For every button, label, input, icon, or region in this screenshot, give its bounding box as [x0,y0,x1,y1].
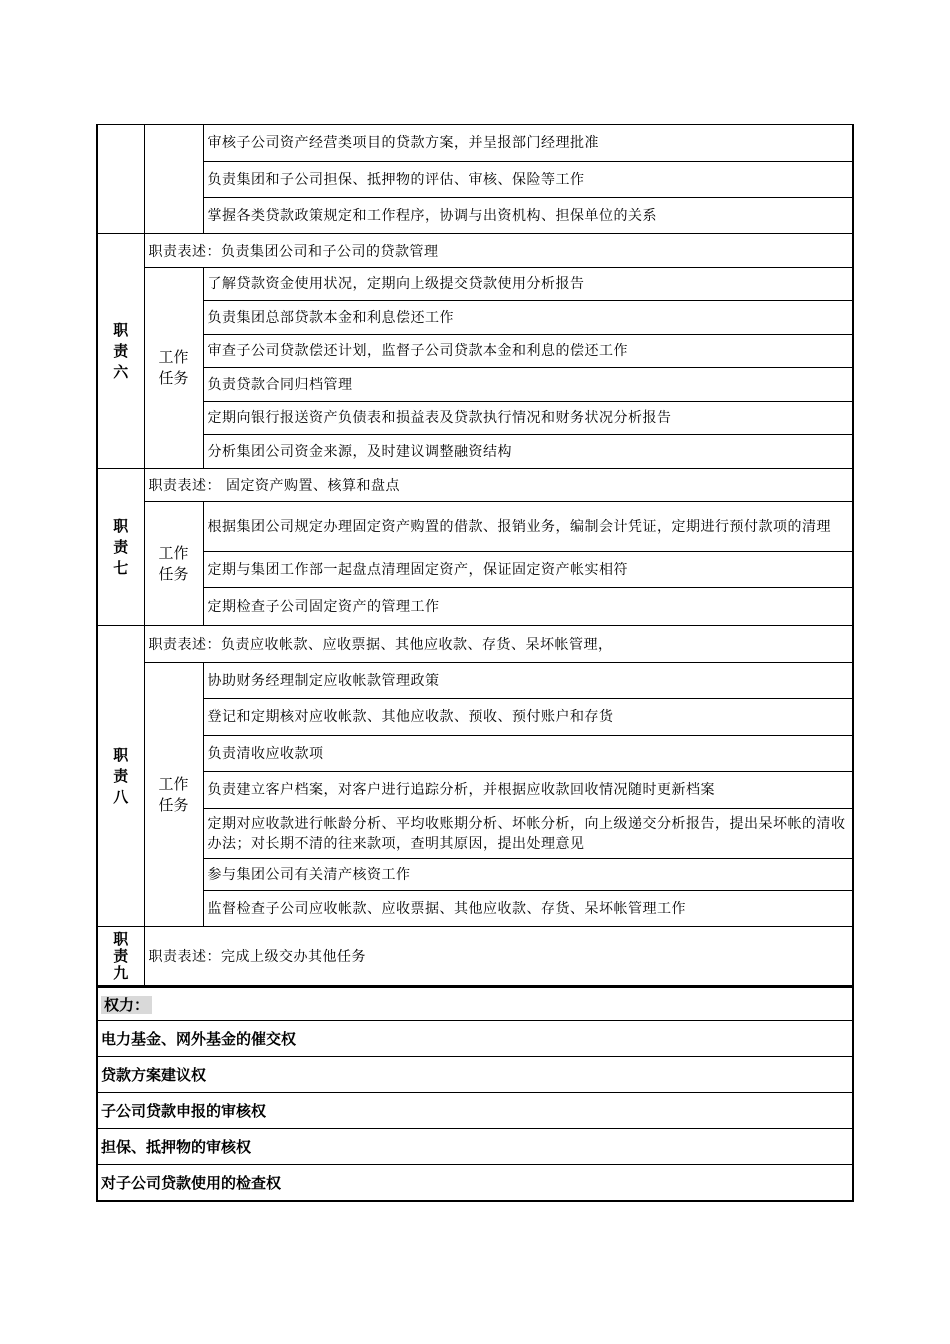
power-item: 对子公司贷款使用的检查权 [97,1165,853,1202]
power-item: 子公司贷款申报的审核权 [97,1093,853,1129]
duty-six-description: 职责表述：负责集团公司和子公司的贷款管理 [144,234,853,268]
powers-table [96,986,854,1202]
duty-six-label: 职 责 六 [97,234,144,469]
task-item: 审查子公司贷款偿还计划，监督子公司贷款本金和利息的偿还工作 [203,335,853,368]
duty-eight-label: 职 责 八 [97,626,144,927]
task-item: 负责清收应收款项 [203,736,853,772]
duty-seven-label: 职 责 七 [97,469,144,626]
task-label-continued [144,125,203,234]
task-item: 负责集团总部贷款本金和利息偿还工作 [203,301,853,335]
job-description-sheet [96,124,854,1202]
task-item: 根据集团公司规定办理固定资产购置的借款、报销业务，编制会计凭证，定期进行预付款项的清理 [203,502,853,552]
duty-nine-label: 职 责 九 [97,927,144,986]
task-item: 负责集团和子公司担保、抵押物的评估、审核、保险等工作 [203,162,853,198]
duty-eight-description: 职责表述：负责应收帐款、应收票据、其他应收款、存货、呆坏帐管理， [144,626,853,663]
task-item: 登记和定期核对应收帐款、其他应收款、预收、预付账户和存货 [203,699,853,736]
task-item: 审核子公司资产经营类项目的贷款方案，并呈报部门经理批准 [203,125,853,162]
task-item: 定期检查子公司固定资产的管理工作 [203,588,853,626]
duty-eight-task-label: 工作 任务 [144,663,203,927]
task-item: 定期向银行报送资产负债表和损益表及贷款执行情况和财务状况分析报告 [203,402,853,435]
powers-heading-cell [97,987,853,1021]
duty-nine-description: 职责表述：完成上级交办其他任务 [144,927,853,986]
power-item: 贷款方案建议权 [97,1057,853,1093]
duty-label-continued [97,125,144,234]
powers-heading: 权力： [101,996,152,1014]
task-item: 参与集团公司有关清产核资工作 [203,859,853,891]
task-item: 协助财务经理制定应收帐款管理政策 [203,663,853,699]
task-item: 监督检查子公司应收帐款、应收票据、其他应收款、存货、呆坏帐管理工作 [203,891,853,927]
power-item: 电力基金、网外基金的催交权 [97,1021,853,1057]
task-item: 了解贷款资金使用状况，定期向上级提交贷款使用分析报告 [203,268,853,301]
duties-table [96,124,854,986]
power-item: 担保、抵押物的审核权 [97,1129,853,1165]
task-item: 负责贷款合同归档管理 [203,368,853,402]
task-item: 定期对应收款进行帐龄分析、平均收账期分析、坏帐分析，向上级递交分析报告，提出呆坏帐的清收办法；对长期不清的往来款项，查明其原因，提出处理意见 [203,809,853,859]
task-item: 负责建立客户档案，对客户进行追踪分析，并根据应收款回收情况随时更新档案 [203,772,853,809]
task-item: 分析集团公司资金来源，及时建议调整融资结构 [203,435,853,469]
duty-seven-task-label: 工作 任务 [144,502,203,626]
task-item: 掌握各类贷款政策规定和工作程序，协调与出资机构、担保单位的关系 [203,198,853,234]
task-item: 定期与集团工作部一起盘点清理固定资产，保证固定资产帐实相符 [203,552,853,588]
duty-seven-description: 职责表述： 固定资产购置、核算和盘点 [144,469,853,502]
duty-six-task-label: 工作 任务 [144,268,203,469]
